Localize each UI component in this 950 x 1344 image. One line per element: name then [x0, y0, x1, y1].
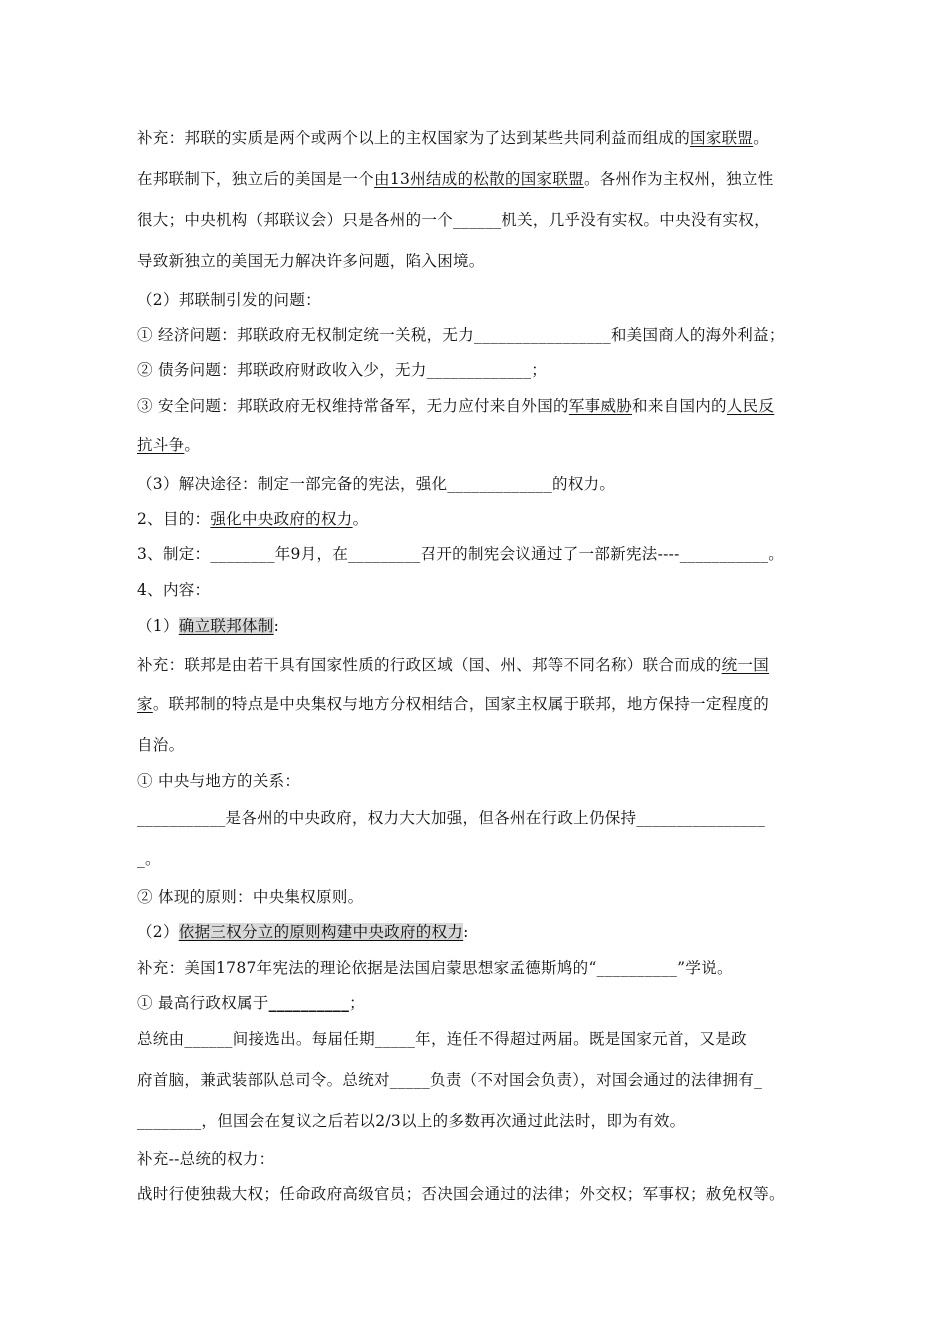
line-17: 自治。 [137, 736, 185, 754]
line-11: 2、目的：强化中央政府的权力。 [137, 510, 369, 528]
line-15: 补充：联邦是由若干具有国家性质的行政区域（国、州、邦等不同名称）联合而成的统一国 [137, 656, 770, 674]
line-29: 战时行使独裁大权；任命政府高级官员；否决国会通过的法律；外交权；军事权；赦免权等。 [137, 1185, 785, 1203]
underlined-term: 人民反 [726, 397, 775, 415]
highlighted-heading: 确立联邦体制 [178, 617, 274, 635]
line-8: ③ 安全问题：邦联政府无权维持常备军，无力应付来自外国的军事威胁和来自国内的人民反 [137, 397, 775, 415]
line-7: ② 债务问题：邦联政府财政收入少，无力_____________； [137, 361, 548, 379]
underlined-term: 强化中央政府的权力 [210, 510, 353, 528]
line-13: 4、内容： [137, 581, 211, 599]
line-1: 补充：邦联的实质是两个或两个以上的主权国家为了达到某些共同利益而组成的国家联盟。 [137, 129, 770, 147]
line-19: ___________是各州的中央政府，权力大大加强，但各州在行政上仍保持________________ [137, 809, 766, 827]
line-6: ① 经济问题：邦联政府无权制定统一关税，无力_________________和美国商人的海外利益； [137, 326, 785, 344]
line-16: 家。联邦制的特点是中央集权与地方分权相结合，国家主权属于联邦，地方保持一定程度的 [137, 695, 770, 713]
line-3: 很大；中央机构（邦联议会）只是各州的一个______机关，几乎没有实权。中央没有实权， [137, 211, 770, 229]
underlined-term: 抗斗争 [137, 436, 185, 454]
bold-blank: __________ [268, 993, 350, 1012]
line-27: ________，但国会在复议之后若以2/3以上的多数再次通过此法时，即为有效。 [137, 1112, 686, 1130]
line-20: _。 [137, 850, 161, 868]
line-10: （3）解决途径：制定一部完备的宪法，强化_____________的权力。 [137, 475, 616, 493]
line-5: （2）邦联制引发的问题： [137, 291, 321, 309]
line-12: 3、制定：________年9月，在_________召开的制宪会议通过了一部新宪法----___________。 [137, 545, 785, 563]
line-4: 导致新独立的美国无力解决许多问题，陷入困境。 [137, 252, 485, 270]
underlined-term: 家 [137, 695, 153, 713]
line-2: 在邦联制下，独立后的美国是一个由13州结成的松散的国家联盟。各州作为主权州，独立性 [137, 170, 774, 188]
underlined-term: 由13州结成的松散的国家联盟 [374, 170, 584, 188]
line-14: （1）确立联邦体制: [137, 617, 280, 635]
line-18: ① 中央与地方的关系： [137, 772, 301, 790]
highlighted-heading: 依据三权分立的原则构建中央政府的权力 [178, 923, 464, 941]
line-21: ② 体现的原则：中央集权原则。 [137, 888, 364, 906]
line-9: 抗斗争。 [137, 436, 201, 454]
line-28: 补充--总统的权力： [137, 1150, 275, 1168]
line-22: （2）依据三权分立的原则构建中央政府的权力: [137, 923, 469, 941]
line-25: 总统由______间接选出。每届任期_____年，连任不得超过两届。既是国家元首，又是政 [137, 1030, 747, 1048]
underlined-term: 统一国 [721, 656, 770, 674]
line-26: 府首脑，兼武装部队总司令。总统对_____负责（不对国会负责），对国会通过的法律拥有_ [137, 1071, 763, 1089]
line-24: ① 最高行政权属于__________； [137, 993, 365, 1012]
underlined-term: 军事威胁 [568, 397, 633, 415]
line-23: 补充：美国1787年宪法的理论依据是法国启蒙思想家孟德斯鸠的“__________”学说。 [137, 959, 733, 977]
underlined-term: 国家联盟 [690, 129, 754, 147]
